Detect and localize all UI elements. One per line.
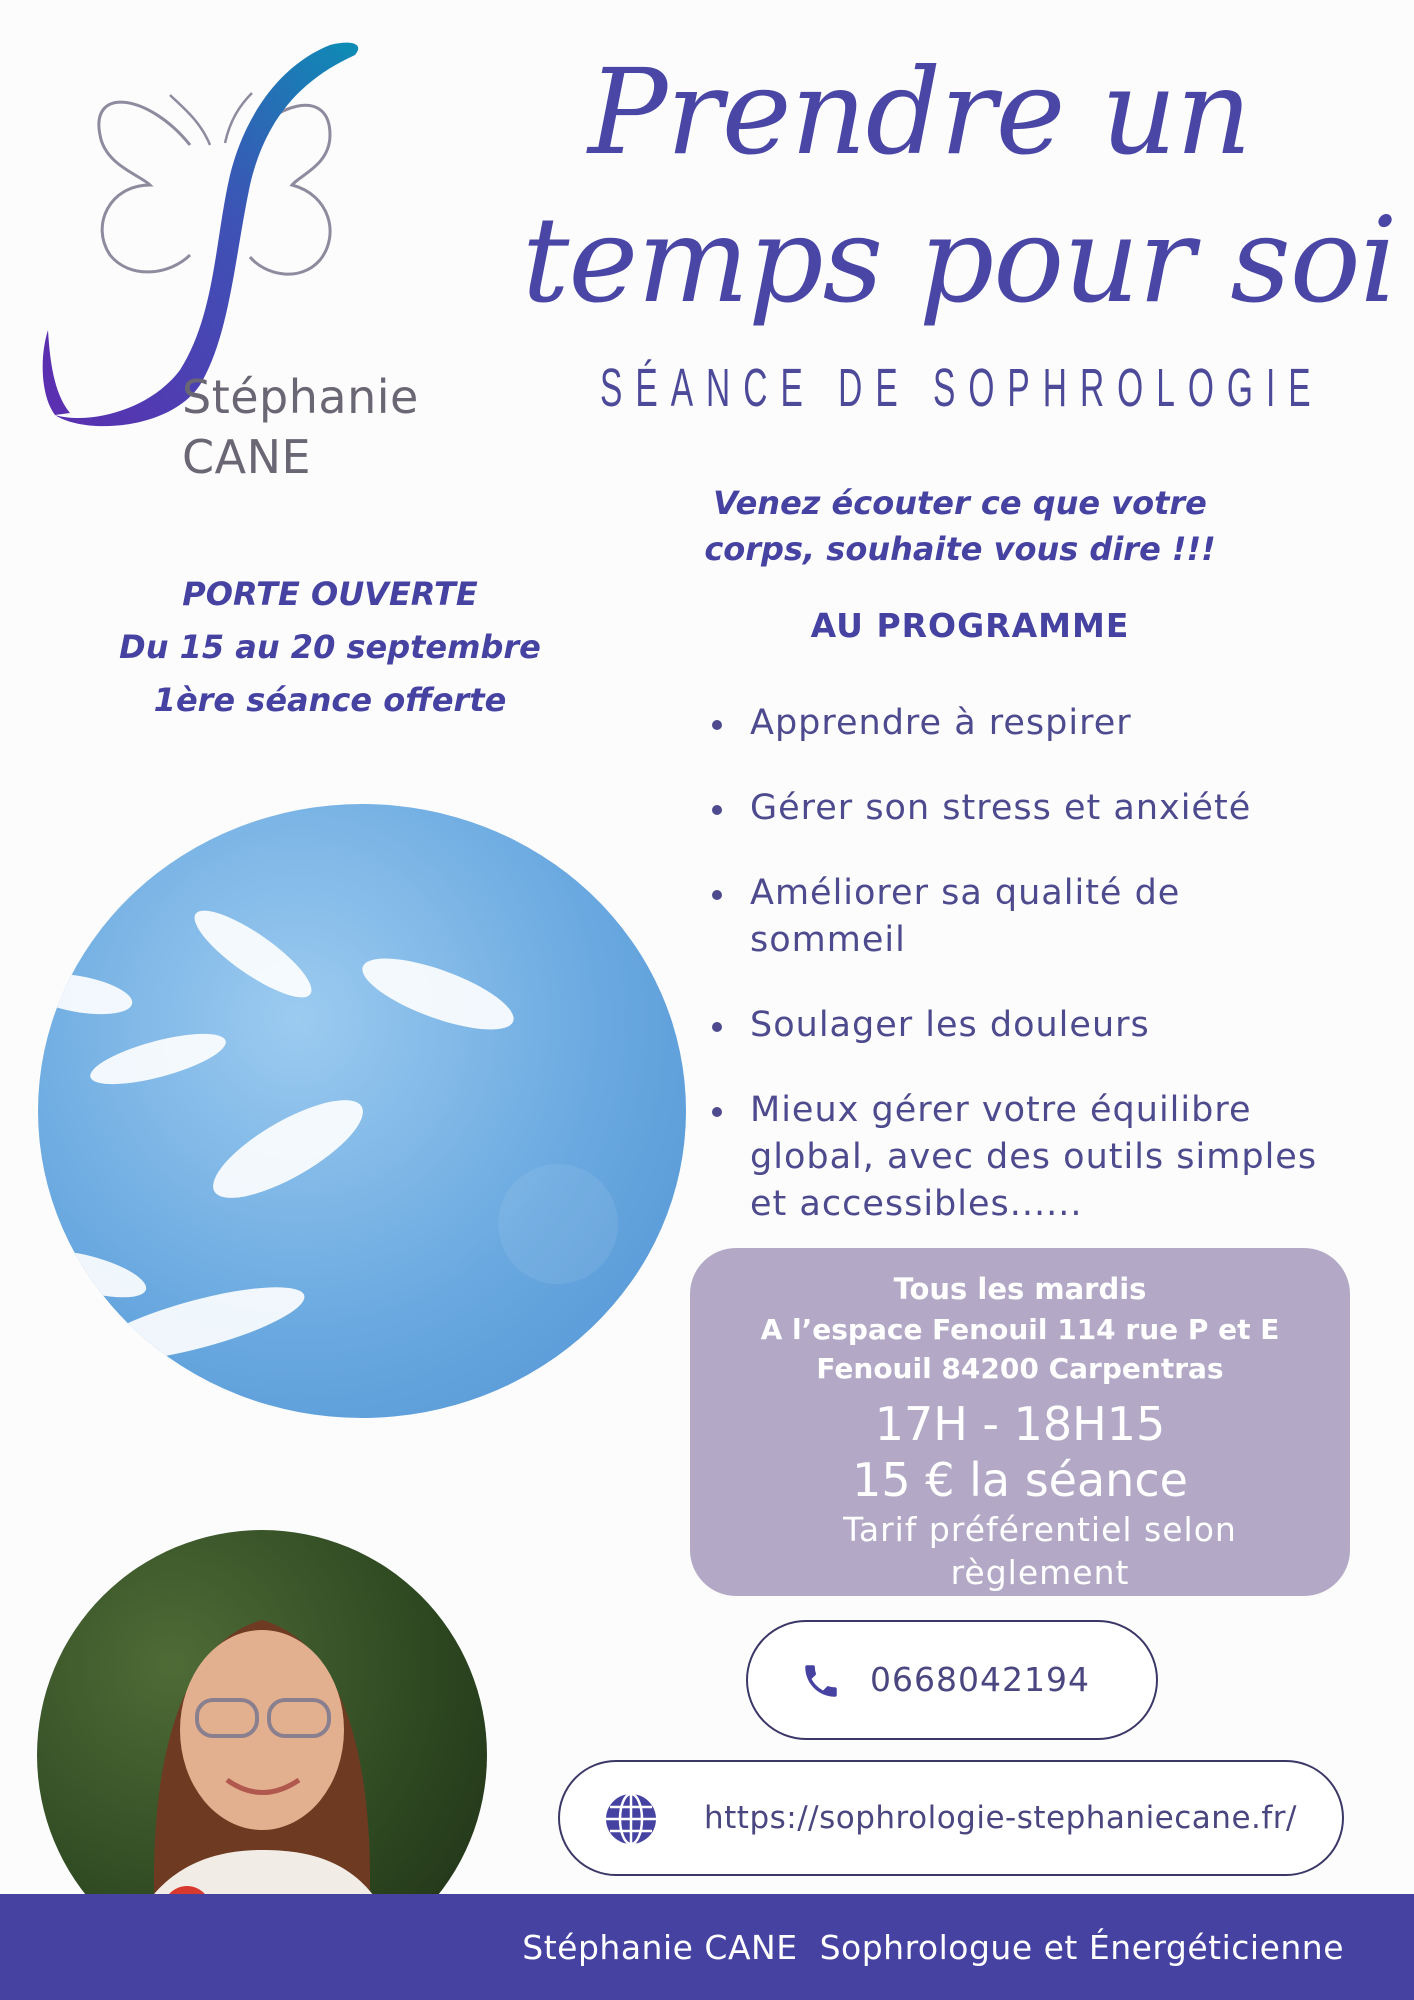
feathers-sky-image	[38, 804, 686, 1418]
program-item-label: Améliorer sa qualité de sommeil	[750, 873, 1181, 960]
open-house-dates: Du 15 au 20 septembre	[119, 628, 541, 666]
session-price: 15 € la séance	[852, 1453, 1188, 1507]
session-info-box	[690, 1248, 1350, 1596]
bullet-icon	[712, 805, 722, 815]
logo-name-last: CANE	[182, 430, 312, 484]
program-title: AU PROGRAMME	[810, 606, 1130, 645]
butterfly-logo-icon	[30, 25, 470, 495]
bullet-icon	[712, 1107, 722, 1117]
program-item-label: Soulager les douleurs	[750, 1005, 1150, 1045]
session-tariff: Tarif préférentiel selon règlement	[843, 1510, 1237, 1592]
website-url[interactable]: https://sophrologie-stephaniecane.fr/	[704, 1800, 1297, 1836]
program-list	[712, 700, 1352, 1266]
session-day: Tous les mardis	[893, 1272, 1147, 1306]
program-item	[712, 785, 1352, 832]
program-item-label: Apprendre à respirer	[750, 703, 1132, 743]
headline-line-2: temps pour soi	[522, 191, 1397, 329]
program-item-label: Mieux gérer votre équilibre global, avec des outils simples et accessibles......	[750, 1090, 1318, 1224]
program-item	[712, 1087, 1330, 1228]
phone-icon	[800, 1660, 842, 1702]
session-address: A l’espace Fenouil 114 rue P et E Fenouil 84200 Carpentras	[760, 1313, 1280, 1385]
bullet-icon	[712, 720, 722, 730]
program-item	[712, 1002, 1352, 1049]
subtitle: SÉANCE DE SOPHROLOGIE	[600, 358, 1324, 418]
logo-name-first: Stéphanie	[182, 370, 419, 424]
intro-line-1: Venez écouter ce que votre	[713, 484, 1207, 522]
logo	[30, 25, 470, 495]
bullet-icon	[712, 1022, 722, 1032]
program-item	[712, 700, 1352, 747]
footer-bar	[0, 1894, 1414, 2000]
bullet-icon	[712, 890, 722, 900]
globe-icon	[602, 1790, 660, 1848]
program-item	[712, 870, 1270, 964]
phone-button[interactable]	[746, 1620, 1158, 1740]
phone-number[interactable]: 0668042194	[870, 1660, 1090, 1699]
program-item-label: Gérer son stress et anxiété	[750, 788, 1252, 828]
feathers-icon	[38, 804, 686, 1418]
intro-text	[640, 480, 1280, 572]
headline-line-1: Prendre un	[588, 43, 1251, 181]
footer-text: Stéphanie CANE Sophrologue et Énergéticienne	[522, 1928, 1344, 1967]
open-house-block	[100, 568, 560, 727]
website-link[interactable]	[558, 1760, 1344, 1876]
session-time: 17H - 18H15	[874, 1397, 1166, 1451]
open-house-title: PORTE OUVERTE	[182, 575, 478, 613]
intro-line-2: corps, souhaite vous dire !!!	[704, 530, 1216, 568]
open-house-offer: 1ère séance offerte	[153, 681, 507, 719]
